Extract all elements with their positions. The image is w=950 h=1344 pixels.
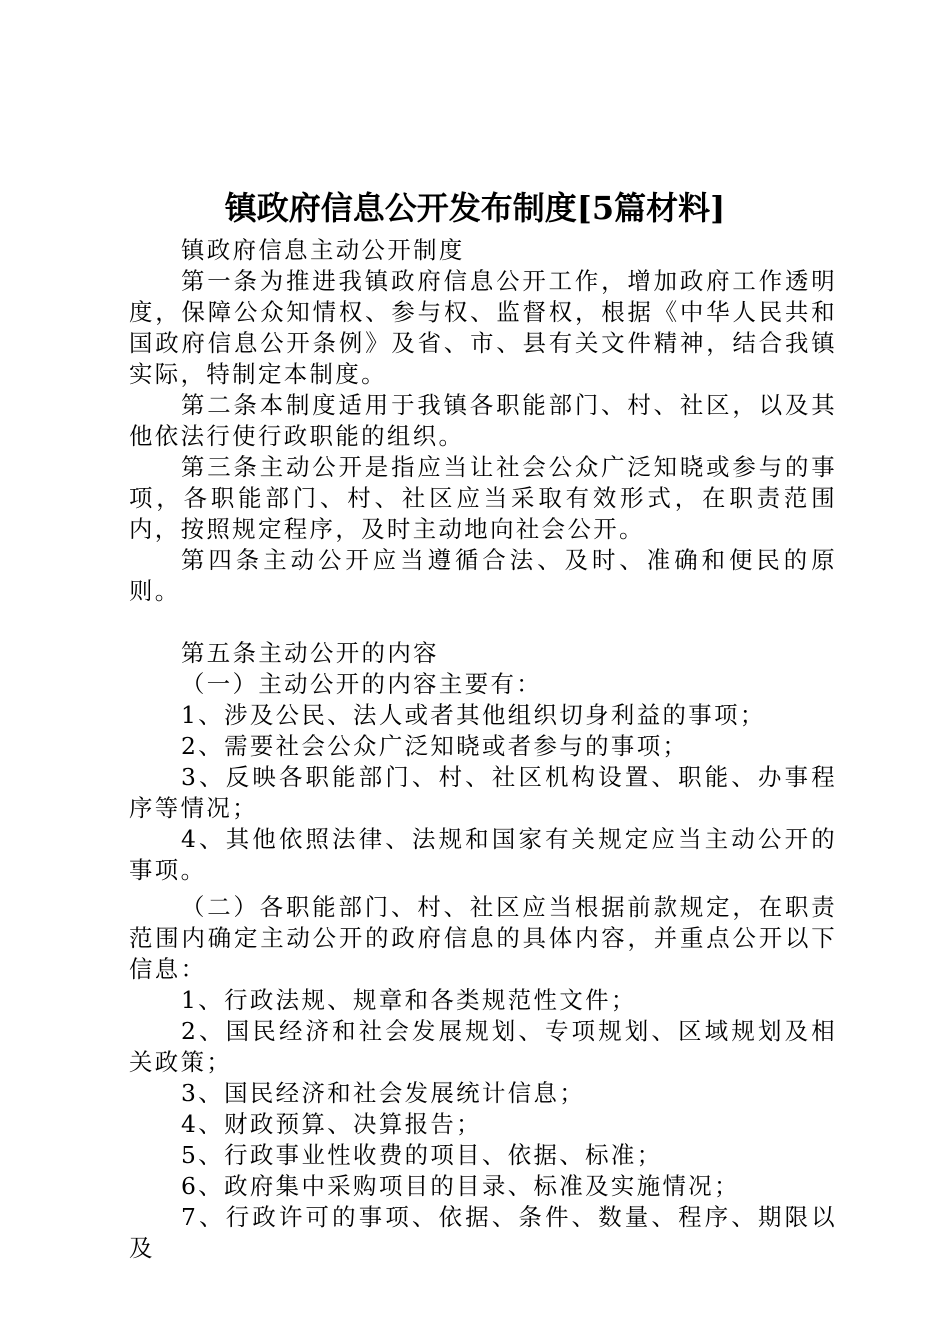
list-item: 4、财政预算、决算报告； [181, 1110, 482, 1138]
list-item: 7、行政许可的事项、依据、条件、数量、程序、期限以及 [129, 1203, 837, 1262]
paragraph-article-2: 第二条本制度适用于我镇各职能部门、村、社区，以及其他依法行使行政职能的组织。 [129, 391, 837, 450]
paragraph-article-4: 第四条主动公开应当遵循合法、及时、准确和便民的原则。 [129, 546, 837, 605]
list-item: 3、反映各职能部门、村、社区机构设置、职能、办事程序等情况； [129, 763, 837, 822]
list-item: 1、行政法规、规章和各类规范性文件； [181, 986, 637, 1014]
document-title: 镇政府信息公开发布制度[5篇材料] [224, 189, 726, 227]
list-item: 1、涉及公民、法人或者其他组织切身利益的事项； [181, 701, 766, 729]
paragraph-heading: 镇政府信息主动公开制度 [181, 236, 465, 264]
paragraph-section-1: （一）主动公开的内容主要有： [181, 670, 543, 698]
list-item: 2、需要社会公众广泛知晓或者参与的事项； [181, 732, 689, 760]
list-item: 3、国民经济和社会发展统计信息； [181, 1079, 586, 1107]
list-item: 4、其他依照法律、法规和国家有关规定应当主动公开的事项。 [129, 825, 837, 884]
paragraph-article-5: 第五条主动公开的内容 [181, 639, 439, 667]
list-item: 2、国民经济和社会发展规划、专项规划、区域规划及相关政策； [129, 1017, 837, 1076]
document-body [129, 235, 837, 1264]
list-item: 6、政府集中采购项目的目录、标准及实施情况； [181, 1172, 740, 1200]
paragraph-article-1: 第一条为推进我镇政府信息公开工作，增加政府工作透明度，保障公众知情权、参与权、监督权，根据《中华人民共和国政府信息公开条例》及省、市、县有关文件精神，结合我镇实际，特制定本制度。 [129, 267, 837, 388]
list-item: 5、行政事业性收费的项目、依据、标准； [181, 1141, 663, 1169]
paragraph-article-3: 第三条主动公开是指应当让社会公众广泛知晓或参与的事项，各职能部门、村、社区应当采取有效形式，在职责范围内，按照规定程序，及时主动地向社会公开。 [129, 453, 837, 543]
paragraph-section-2: （二）各职能部门、村、社区应当根据前款规定，在职责范围内确定主动公开的政府信息的具体内容，并重点公开以下信息： [129, 893, 837, 983]
